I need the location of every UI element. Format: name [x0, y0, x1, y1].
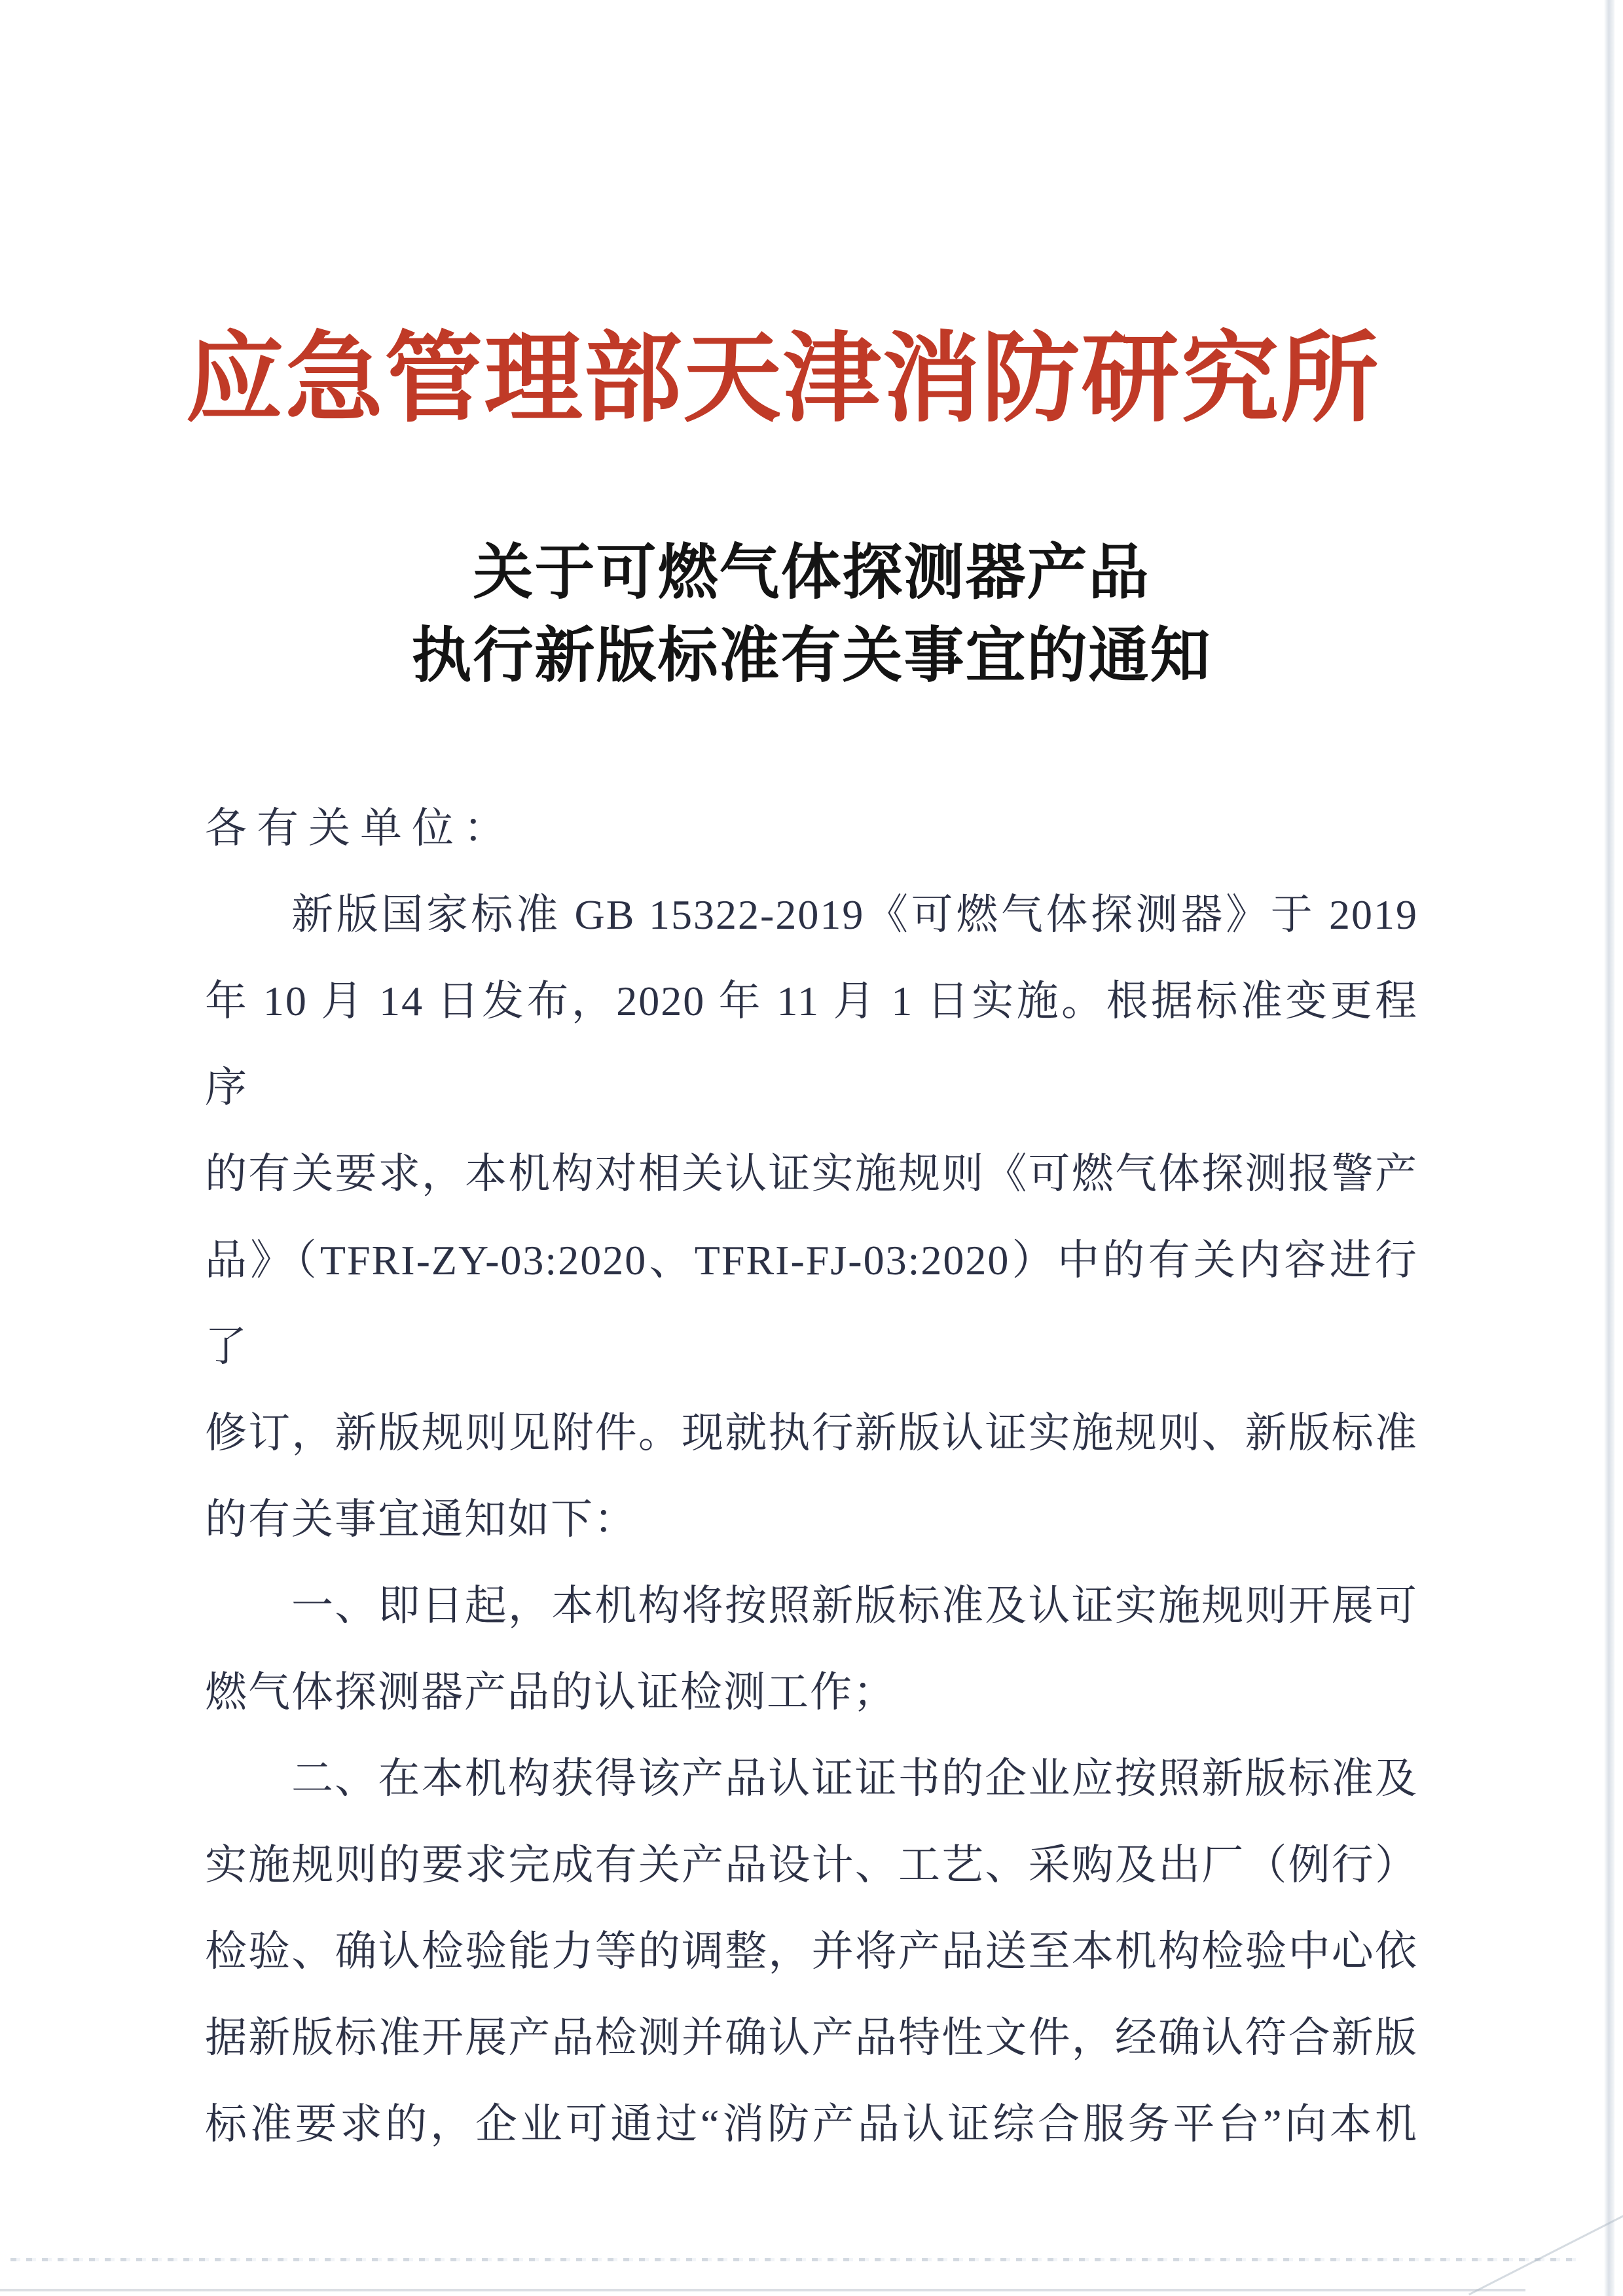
body-line-item-one: 一、即日起，本机构将按照新版标准及认证实施规则开展可 [291, 1583, 1418, 1629]
body-line-item-two: 二、在本机构获得该产品认证证书的企业应按照新版标准及 [291, 1755, 1418, 1802]
body-line: 检验、确认检验能力等的调整，并将产品送至本机构检验中心依 [205, 1928, 1418, 1975]
body-line: 新版国家标准 GB 15322-2019《可燃气体探测器》于 2019 [291, 891, 1418, 938]
body-line: 标准要求的，企业可通过“消防产品认证综合服务平台”向本机 [205, 2101, 1418, 2147]
scan-artifact-right-edge [1604, 0, 1614, 2296]
notice-title-line1: 关于可燃气体探测器产品 [473, 539, 1150, 606]
issuing-org-masthead: 应急管理部天津消防研究所 [185, 325, 1380, 434]
body-line: 实施规则的要求完成有关产品设计、工艺、采购及出厂（例行） [205, 1842, 1418, 1888]
body-line: 据新版标准开展产品检测并确认产品特性文件，经确认符合新版 [205, 2015, 1418, 2061]
body-line: 的有关要求，本机构对相关认证实施规则《可燃气体探测报警产 [205, 1151, 1418, 1197]
body-line: 年 10 月 14 日发布，2020 年 11 月 1 日实施。根据标准变更程序 [205, 978, 1418, 1111]
notice-title [0, 531, 1623, 698]
body-line: 修订，新版规则见附件。现就执行新版认证实施规则、新版标准 [205, 1410, 1418, 1456]
body-line: 的有关事宜通知如下： [205, 1496, 637, 1543]
scan-artifact-bottom-speckle [10, 2258, 1582, 2261]
salutation-line: 各有关单位： [205, 805, 515, 852]
scan-artifact-corner-fold [1468, 2214, 1623, 2295]
body-line: 品》（TFRI-ZY-03:2020、TFRI-FJ-03:2020）中的有关内容进行了 [205, 1237, 1418, 1370]
body-line: 燃气体探测器产品的认证检测工作； [205, 1669, 896, 1715]
notice-body [205, 785, 1418, 2168]
scan-artifact-bottom-line [0, 2289, 1525, 2291]
notice-title-line2: 执行新版标准有关事宜的通知 [411, 622, 1212, 689]
